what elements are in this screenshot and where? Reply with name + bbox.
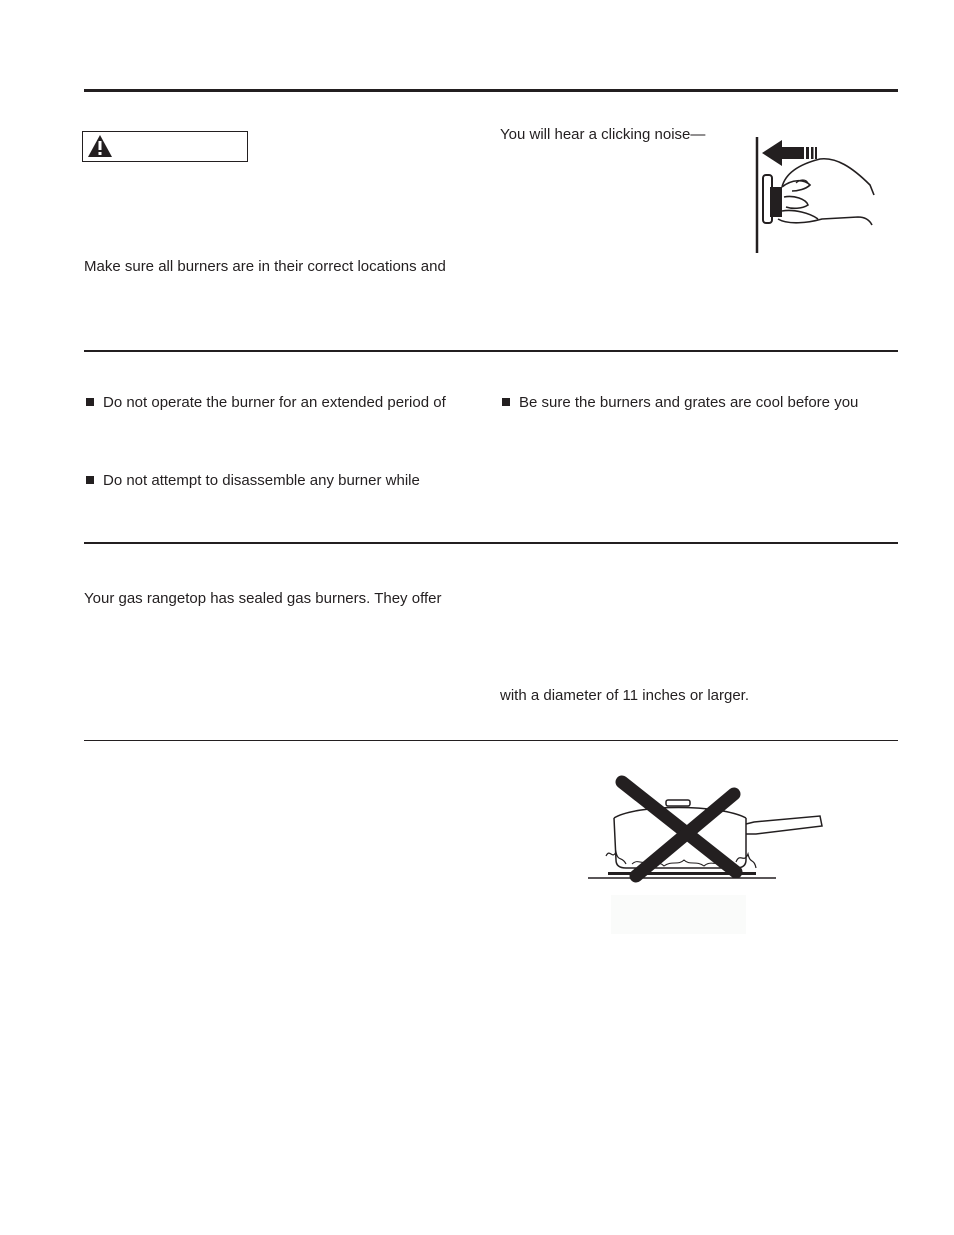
push-and-turn-knob-illustration	[752, 135, 882, 257]
list-item	[86, 472, 420, 490]
bullet-text: Do not attempt to disassemble any burner while	[103, 472, 420, 489]
warning-triangle-icon	[87, 134, 113, 158]
list-item	[502, 394, 858, 412]
illustration-caption-box	[611, 895, 746, 934]
list-item	[86, 394, 446, 412]
bullet-icon	[86, 476, 94, 484]
bullet-text: Do not operate the burner for an extended period of	[103, 394, 446, 411]
bullet-text: Be sure the burners and grates are cool before you	[519, 394, 859, 411]
bullet-icon	[86, 398, 94, 406]
burner-location-text: Make sure all burners are in their correct locations and	[84, 258, 446, 275]
section-rule-2	[84, 542, 898, 544]
arrow-left-icon	[762, 140, 804, 166]
diameter-text: with a diameter of 11 inches or larger.	[500, 687, 750, 704]
warning-box	[82, 131, 248, 162]
section-rule-3	[84, 740, 898, 741]
sealed-burners-text: Your gas rangetop has sealed gas burners. They offer	[84, 590, 442, 607]
bullet-icon	[502, 398, 510, 406]
clicking-noise-text: You will hear a clicking noise—	[500, 126, 706, 143]
top-rule	[84, 89, 898, 92]
section-rule-1	[84, 350, 898, 352]
incorrect-flame-pot-illustration	[586, 772, 832, 884]
